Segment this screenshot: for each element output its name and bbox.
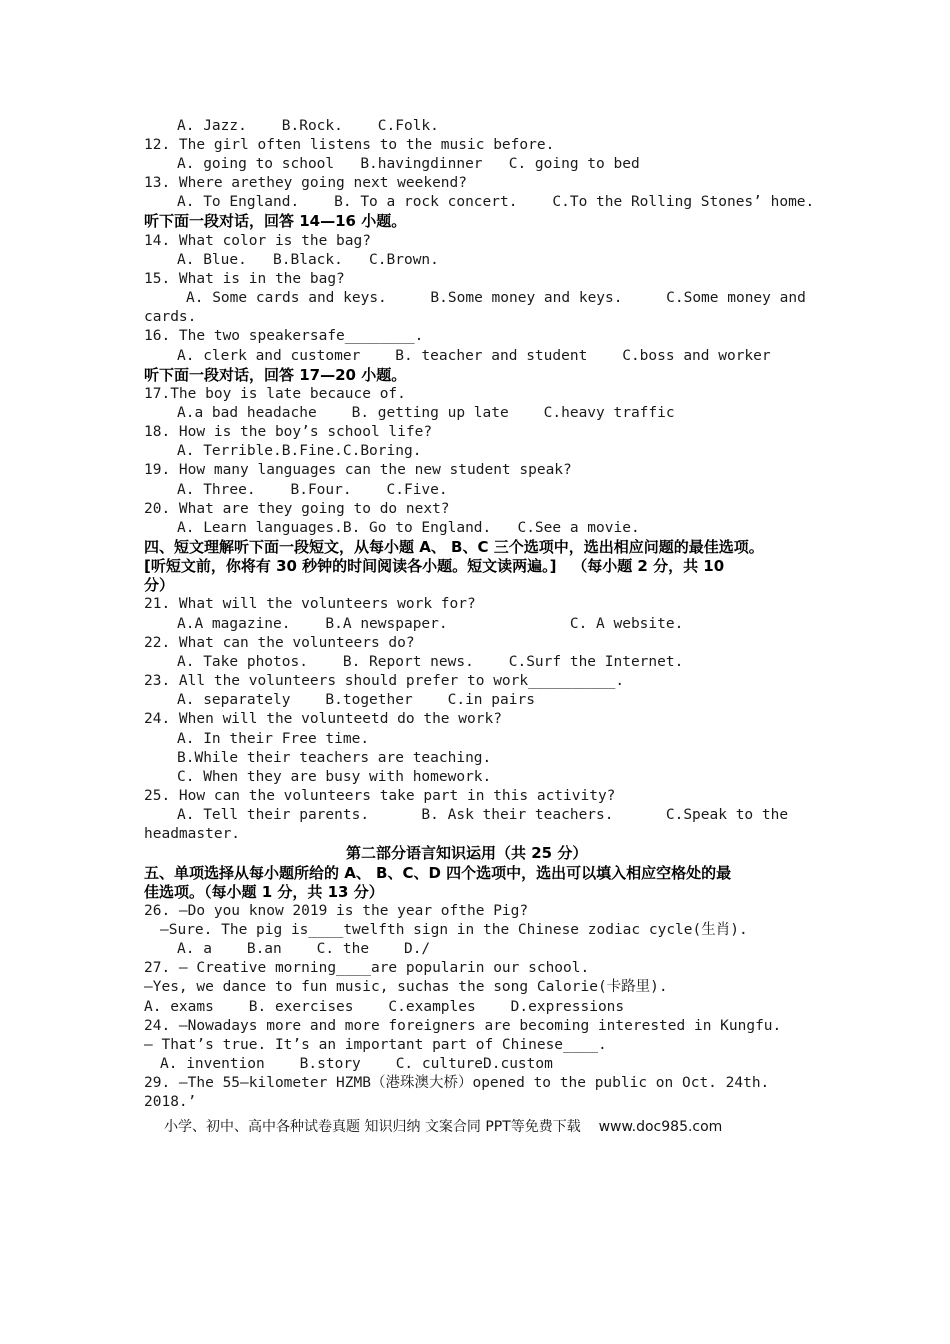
- q22-question: 22. What can the volunteers do?: [144, 635, 415, 651]
- section-four-note: [听短文前，你将有 30 秒钟的时间阅读各小题。短文读两遍。] （每小题 2 分，共 10: [144, 557, 725, 575]
- q11-options: A. Jazz. B.Rock. C.Folk.: [177, 118, 439, 134]
- section-four-note-cont: 分）: [144, 576, 175, 594]
- q27-reply: —Yes, we dance to fun music, suchas the song Calorie(卡路里).: [144, 979, 668, 995]
- section-four-heading: 四、短文理解听下面一段短文，从每小题 A、 B、C 三个选项中，选出相应问题的最佳选项。: [144, 538, 764, 556]
- q14-options: A. Blue. B.Black. C.Brown.: [177, 252, 439, 268]
- q12-options: A. going to school B.havingdinner C. going to bed: [177, 156, 640, 172]
- q13-question: 13. Where arethey going next weekend?: [144, 175, 468, 191]
- q24-option-b: B.While their teachers are teaching.: [177, 750, 492, 766]
- q25-question: 25. How can the volunteers take part in this activity?: [144, 788, 616, 804]
- q23-options: A. separately B.together C.in pairs: [177, 692, 535, 708]
- section-instruction-17-20: 听下面一段对话，回答 17—20 小题。: [144, 366, 407, 384]
- q25-options-cont: headmaster.: [144, 826, 241, 842]
- q18-options: A. Terrible.B.Fine.C.Boring.: [177, 443, 422, 459]
- q29-question: 29. —The 55—kilometer HZMB（港珠澳大桥）opened to the public on Oct. 24th.: [144, 1075, 770, 1091]
- q26-question: 26. —Do you know 2019 is the year ofthe Pig?: [144, 903, 529, 919]
- section-five-heading-cont: 佳选项。（每小题 1 分，共 13 分）: [144, 883, 384, 901]
- q13-options: A. To England. B. To a rock concert. C.To the Rolling Stones’ home.: [177, 194, 815, 210]
- q16-options: A. clerk and customer B. teacher and student C.boss and worker: [177, 348, 771, 364]
- q15-options: A. Some cards and keys. B.Some money and keys. C.Some money and: [186, 290, 806, 306]
- q12-question: 12. The girl often listens to the music before.: [144, 137, 555, 153]
- q24-question: 24. When will the volunteetd do the work?: [144, 711, 502, 727]
- q15-options-cont: cards.: [144, 309, 197, 325]
- q28-options: A. invention B.story C. cultureD.custom: [160, 1056, 553, 1072]
- q20-question: 20. What are they going to do next?: [144, 501, 450, 517]
- q26-reply: —Sure. The pig is____twelfth sign in the Chinese zodiac cycle(生肖).: [160, 922, 748, 938]
- q19-question: 19. How many languages can the new student speak?: [144, 462, 572, 478]
- q27-options: A. exams B. exercises C.examples D.expressions: [144, 999, 625, 1015]
- q23-question: 23. All the volunteers should prefer to work__________.: [144, 673, 625, 689]
- q19-options: A. Three. B.Four. C.Five.: [177, 482, 448, 498]
- section-five-heading: 五、单项选择从每小题所给的 A、 B、C、D 四个选项中，选出可以填入相应空格处的最: [144, 864, 732, 882]
- q25-options: A. Tell their parents. B. Ask their teachers. C.Speak to the: [177, 807, 789, 823]
- q15-question: 15. What is in the bag?: [144, 271, 345, 287]
- q21-question: 21. What will the volunteers work for?: [144, 596, 476, 612]
- q24-option-a: A. In their Free time.: [177, 731, 370, 747]
- q29-question-cont: 2018.’: [144, 1094, 197, 1110]
- part-two-heading: 第二部分语言知识运用（共 25 分）: [346, 844, 588, 862]
- q18-question: 18. How is the boy’s school life?: [144, 424, 433, 440]
- q28-reply: — That’s true. It’s an important part of Chinese____.: [144, 1037, 607, 1053]
- q14-question: 14. What color is the bag?: [144, 233, 371, 249]
- q22-options: A. Take photos. B. Report news. C.Surf the Internet.: [177, 654, 684, 670]
- q27-question: 27. — Creative morning____are popularin our school.: [144, 960, 590, 976]
- q16-question: 16. The two speakersafe________.: [144, 328, 424, 344]
- q24-option-c: C. When they are busy with homework.: [177, 769, 492, 785]
- q28-question: 24. —Nowadays more and more foreigners are becoming interested in Kungfu.: [144, 1018, 782, 1034]
- footer-banner: 小学、初中、高中各种试卷真题 知识归纳 文案合同 PPT等免费下载 www.doc985.com: [164, 1119, 723, 1135]
- q20-options: A. Learn languages.B. Go to England. C.See a movie.: [177, 520, 640, 536]
- q17-options: A.a bad headache B. getting up late C.heavy traffic: [177, 405, 675, 421]
- q21-options: A.A magazine. B.A newspaper. C. A website.: [177, 616, 684, 632]
- section-instruction-14-16: 听下面一段对话，回答 14—16 小题。: [144, 212, 407, 230]
- q26-options: A. a B.an C. the D./: [177, 941, 431, 957]
- q17-question: 17.The boy is late becauce of.: [144, 386, 406, 402]
